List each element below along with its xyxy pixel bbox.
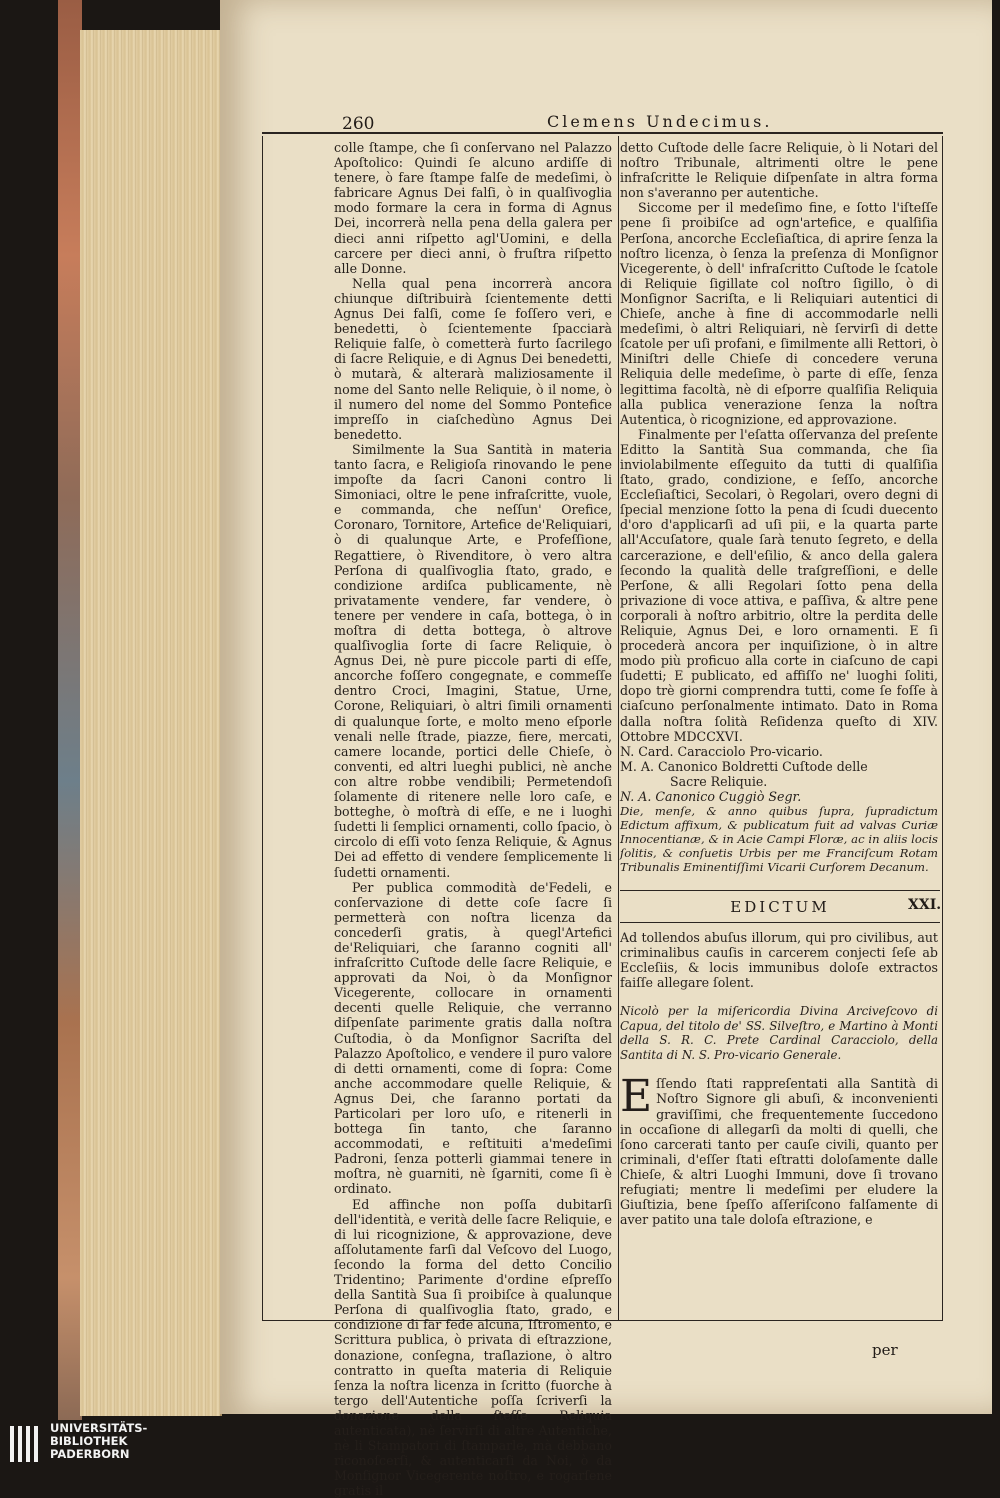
edict-rule-bottom: [620, 922, 940, 923]
paragraph: Similmente la Sua Santità in materia tanto ſacra, e Religioſa rinovando le pene impoſte da ſacri Canoni contro li Simoniaci, oltre le pene infraſcritte, vuole, e commanda, che neſſun' Orefice, Coronaro, Tornitore, Artefice de'Reliquiari, ò di qualunque Arte, e Profeſſione, Regattiere, ò Rivenditore, ò vero altra Perſona di qualſivoglia ſtato, grado, e condizione ardiſca publicamente, nè privatamente vendere, far vendere, ò tenere per vendere in caſa, bottega, ò in moſtra di detta bottega, ò altrove qualſivoglia ſorte di ſacre Reliquie, ò Agnus Dei, nè pure piccole parti di eſſe, ancorche foſſero congegnate, e commeſſe dentro Croci, Imagini, Statue, Urne, Corone, Reliquiari, ò altri ſimili ornamenti di qualunque ſorte, e molto meno eſporle venali nelle ſtrade, piazze, fiere, mercati, camere locande, portici delle Chieſe, ò conventi, ed altri lueghi publici, nè anche con altre robbe vendibili; Permetendoſi ſolamente di ritenere nelle loro caſe, e botteghe, ò moſtrà di eſſe, e ne i luoghi ſudetti li ſemplici ornamenti, collo ſpacio, ò circolo di eſſi voto ſenza Reliquie, & Agnus Dei ad effetto di vendere ſemplicemente li ſudetti ornamenti.: [334, 441, 612, 880]
edict-issuer: Nicolò per la miſericordia Divina Arciveſcovo di Capua, del titolo de' SS. Silveſtro, e Martino à Monti della S. R. C. Prete Cardinal Caracciolo, della Santita di N. S. Pro-vicario Generale.: [620, 1004, 938, 1062]
publication-note: Die, menſe, & anno quibus ſupra, ſupradictum Edictum affixum, & publicatum fuit ad valvas Curiæ Innocentianæ, & in Acie Campi Floræ, ac in aliis locis ſolitis, & conſuetis Urbis per me Franciſcum Rotam Tribunalis Eminentiſſimi Vicarii Curſorem Decanum.: [620, 804, 938, 875]
library-name: [50, 1422, 147, 1461]
signature-boldretti-title: Sacre Reliquie.: [670, 773, 768, 789]
left-column: [334, 140, 612, 1498]
signature-cuggio: N. A. Canonico Cuggiò Segr.: [620, 789, 802, 805]
paragraph: colle ſtampe, che ſi conſervano nel Palazzo Apoſtolico: Quindi ſe alcuno ardiſſe di tenere, ò fare ſtampe falſe de medeſimi, ò fabricare Agnus Dei falſi, ò in qualſivoglia modo formare la cera in forma di Agnus Dei, incorrerà nella pena della galera per dieci anni riſpetto agl'Uomini, e della carcere per dieci anni, ò fruſtra riſpetto alle Donne.: [334, 140, 612, 276]
paragraph: Siccome per il medeſimo fine, e ſotto l'iſteſſe pene ſi proibiſce ad ogn'artefice, e qualſiſia Perſona, ancorche Eccleſiaſtica, di aprire ſenza la noſtro licenza, ò ſenza la preſenza di Monſignor Vicegerente, ò dell' infraſcritto Cuſtode le ſcatole di Reliquie ſigillate col noſtro ſigillo, ò di Monſignor Sacriſta, e li Reliquiari autentici di Chieſe, anche à fine di accommodarle nelli medeſimi, ò altri Reliquiari, nè ſervirſi di dette ſcatole per uſi profani, e ſimilmente alli Rettori, ò Miniſtri delle Chieſe di concedere veruna Reliquia delle medeſime, ò parte di eſſe, ſenza legittima facoltà, nè di eſporre qualſiſia Reliquia alla publica venerazione ſenza la noſtra Autentica, ò ricognizione, ed approvazione.: [620, 200, 938, 427]
edict-body: [620, 1071, 938, 1228]
library-name-line2: BIBLIOTHEK: [50, 1434, 128, 1448]
edict-rule-top: [620, 890, 940, 891]
book-cover-edge: [58, 0, 82, 1420]
drop-cap: E: [620, 1071, 653, 1123]
column-divider: [618, 136, 619, 1320]
running-title: Clemens Undecimus.: [547, 112, 773, 131]
paragraph: Nella qual pena incorrerà ancora chiunque diſtribuirà ſcientemente detti Agnus Dei falſi, come ſe foſſero veri, e benedetti, ò ſcientemente ſpacciarà Reliquie falſe, ò cometterà furto ſacrilego di ſacre Reliquie, e di Agnus Dei benedetti, ò mutarà, & alterarà maliziosamente il nome del Santo nelle Reliquie, ò il nome, ò il numero del nome del Sommo Pontefice impreſſo in ciaſchedùno Agnus Dei benedetto.: [334, 275, 612, 442]
page-number: 260: [342, 114, 375, 134]
edict-heading: EDICTUM: [730, 898, 830, 916]
edict-body-text: ſſendo ſtati rappreſentati alla Santità di Noſtro Signore gli abuſi, & inconvenienti graviſſimi, che frequentemente ſuccedono in occaſione di allegarſi da molti di quelli, che ſono carcerati tanto per cauſe civili, quanto per criminali, d'eſſer ſtati eſtratti doloſamente dalle Chieſe, & altri Luoghi Immuni, dove ſi trovano refugiati; mentre li medeſimi per eludere la Giuſtizia, bene ſpeſſo aſſeriſcono falſamente di aver patito una tale doloſa eſtrazione, e: [620, 1076, 938, 1228]
signature-caracciolo: N. Card. Caracciolo Pro-vicario.: [620, 743, 823, 759]
library-logo-block: [8, 1420, 208, 1470]
right-column: [620, 140, 938, 874]
edict-side-number: XXI.: [908, 897, 942, 913]
frame-left-rule: [262, 136, 263, 1320]
catchword: per: [872, 1341, 898, 1359]
library-name-line1: UNIVERSITÄTS-: [50, 1421, 148, 1435]
library-name-line3: PADERBORN: [50, 1447, 130, 1461]
edict-content: [620, 930, 938, 1227]
paragraph: Per publica commodità de'Fedeli, e conſervazione di dette coſe ſacre ſi permetterà con noſtra licenza da concederſi gratis, à quegl'Artefici de'Reliquiari, che ſaranno cogniti all' infraſcritto Cuſtode delle ſacre Reliquie, e approvati da Noi, ò da Monſignor Vicegerente, collocare in ornamenti decenti quelle Reliquie, che verranno diſpenſate parimente gratis dalla noſtra Cuſtodia, ò da Monſignor Sacriſta del Palazzo Apoſtolico, e vendere il puro valore di detti ornamenti, come di ſopra: Come anche accommodare quelle Reliquie, & Agnus Dei, che ſaranno portati da Particolari per loro uſo, e ritenerli in bottega ſin tanto, che ſaranno accommodati, e reſtituiti a'medeſimi Padroni, ſenza potterli giammai tenere in moſtra, nè guarniti, nè ſgarniti, come ſi è ordinato.: [334, 879, 612, 1197]
paragraph: Finalmente per l'eſatta oſſervanza del preſente Editto la Santità Sua commanda, che ſia inviolabilmente eſſeguito da tutti di qualſiſia ſtato, grado, condizione, e ſeſſo, ancorche Eccleſiaſtici, Secolari, ò Regolari, overo degni di ſpecial menzione ſotto la pena di ſcudi duecento d'oro d'applicarſi ad uſi pii, e la quarta parte all'Accuſatore, quale ſarà tenuto ſegreto, e della carcerazione, e dell'eſilio, & anco della galera ſecondo la qualità delle traſgreſſioni, e delle Perſone, & alli Regolari ſotto pena della privazione di voce attiva, e paſſiva, & altre pene corporali à noſtro arbitrio, oltre la perdita delle Reliquie, Agnus Dei, e loro ornamenti. E ſi procederà ancora per inquiſizione, ò in altre modo più proficuo alla corte in ciaſcuno de capi ſudetti; E publicato, ed affiſſo ne' luoghi ſoliti, dopo trè giorni comprendra tutti, come ſe foſſe à ciaſcuno perſonalmente intimato. Dato in Roma dalla noſtra ſolità Reſidenza queſto di XIV. Ottobre MDCCXVI.: [620, 426, 938, 744]
page-edges: [80, 30, 222, 1416]
frame-right-rule: [942, 136, 943, 1320]
paragraph: Ed affinche non poſſa dubitarſi dell'identità, e verità delle ſacre Reliquie, e di lui ricognizione, & approvazione, deve aſſolutamente farſi dal Veſcovo del Luogo, ſecondo la forma del detto Concilio Tridentino; Parimente d'ordine eſpreſſo della Santità Sua ſi proibiſce à qualunque Perſona di qualſivoglia ſtato, grado, e condizione di far fede alcuna, Iſtromento, e Scrittura publica, ò privata di eſtrazzione, donazione, conſegna, traſlazione, ò altro contratto in queſta materia di Reliquie ſenza la noſtra licenza in ſcritto (fuorche à tergo dell'Autentiche poſſa ſcriverſi la donazione della ſteſſe Reliquia autenticata), nè ſervirſi di altre Autentiche, nè li Stampatori di ſtamparle, mà debbano riconoſcerſi, & autenticarſi da Noi, ò da Monſignor Vicegerente noſtro, e rogarſene gratis il: [334, 1196, 612, 1498]
paragraph: detto Cuſtode delle ſacre Reliquie, ò li Notari del noſtro Tribunale, altrimenti oltre le pene infraſcritte le Reliquie diſpenſate in altra forma non s'averanno per autentiche.: [620, 140, 938, 201]
page-header: [262, 106, 943, 134]
library-logo-icon: [8, 1424, 44, 1464]
signature-boldretti: M. A. Canonico Boldretti Cuſtode delle: [620, 758, 868, 774]
edict-summary: Ad tollendos abuſus illorum, qui pro civilibus, aut criminalibus cauſis in carcerem conjecti ſeſe ab Eccleſiis, & locis immunibus doloſe extractos faiſſe allegare ſolent.: [620, 930, 938, 991]
